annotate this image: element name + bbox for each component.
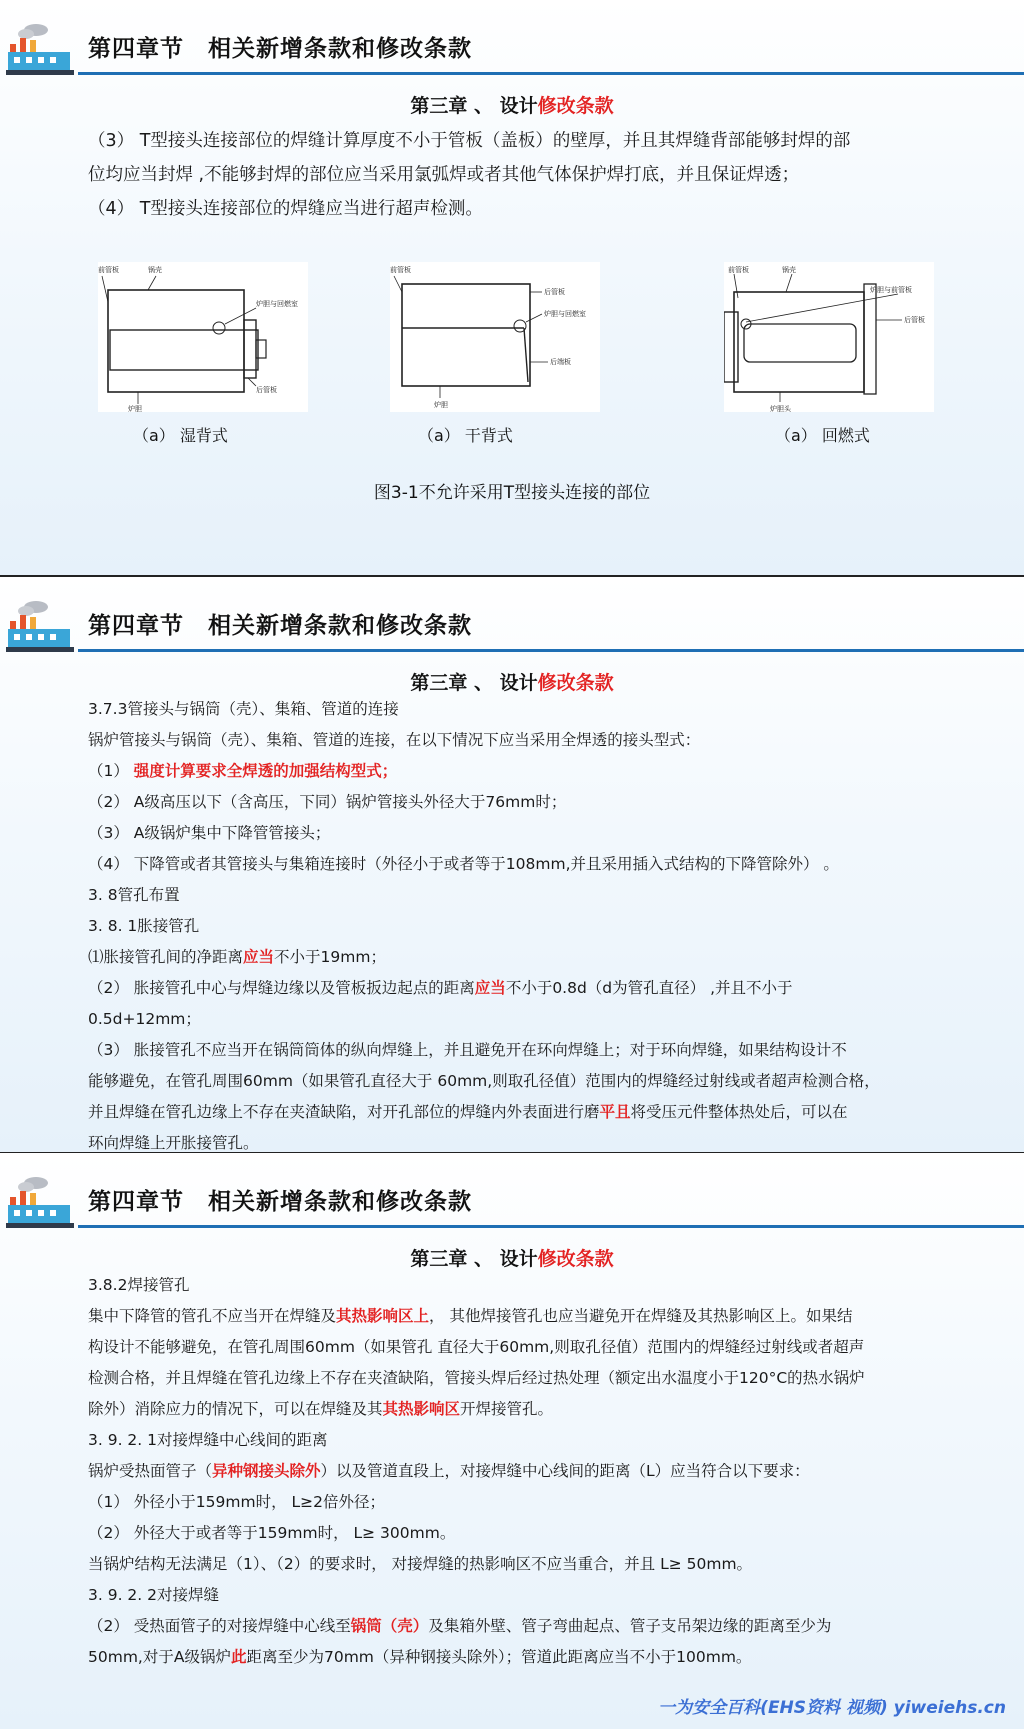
highlight-text: 其热影响区 — [382, 1400, 461, 1418]
label-text: 前管板 — [728, 266, 749, 274]
text-span: （2） 受热面管子的对接焊缝中心线至 — [88, 1617, 351, 1635]
chapter-heading — [0, 91, 1024, 118]
slide-1 — [0, 0, 1024, 576]
section-title: 第四章节 相关新增条款和修改条款 — [88, 1189, 472, 1215]
paragraph-line: 3. 9. 2. 2对接焊缝 — [88, 1586, 220, 1604]
slide-2-body — [88, 694, 948, 1153]
chapter-prefix: 第三章 、 设计 — [410, 95, 538, 117]
paragraph-line — [88, 942, 948, 973]
chapter-heading — [0, 668, 1024, 695]
label-text: 锅壳 — [148, 266, 162, 274]
highlight-text: 应当 — [243, 948, 275, 966]
chapter-prefix: 第三章 、 设计 — [410, 672, 538, 694]
paragraph-line: 0.5d+12mm； — [88, 1010, 201, 1028]
title-underline — [78, 1225, 1024, 1228]
dry-back-diagram — [390, 262, 600, 412]
paragraph-line: （4） 下降管或者其管接头与集箱连接时（外径小于或者等于108mm,并且采用插入式结构的下降管除外） 。 — [88, 855, 839, 873]
label-text: 炉胆头 — [770, 405, 791, 412]
paragraph-line: 位均应当封焊 ,不能够封焊的部位应当采用氯弧焊或者其他气体保护焊打底，并且保证焊透； — [88, 165, 800, 185]
paragraph-line: （1） 外径小于159mm时， L≥2倍外径； — [88, 1493, 385, 1511]
text-span: ， 其他焊接管孔也应当避免开在焊缝及其热影响区上。如果结 — [429, 1307, 853, 1325]
text-span: 50mm,对于A级锅炉 — [88, 1648, 231, 1666]
paragraph-line — [88, 1642, 948, 1673]
title-underline — [78, 649, 1024, 652]
factory-icon — [6, 1175, 76, 1229]
text-span: ⑴胀接管孔间的净距离 — [88, 948, 244, 966]
text-span: 及集箱外壁、管子弯曲起点、管子支吊架边缘的距离至少为 — [428, 1617, 832, 1635]
text-span: 集中下降管的管孔不应当开在焊缝及 — [88, 1307, 337, 1325]
label-text: 炉胆与回燃室 — [544, 310, 586, 318]
label-text: 前管板 — [390, 266, 411, 274]
highlight-text: 平且 — [599, 1103, 631, 1121]
highlight-text: 异种钢接头除外 — [212, 1462, 321, 1480]
watermark: 一为安全百科(EHS资料 视频) yiweiehs.cn — [658, 1698, 1006, 1718]
text-span: 不小于0.8d（d为管孔直径） ,并且不小于 — [505, 979, 793, 997]
label-text: 锅壳 — [782, 266, 796, 274]
text-span: （1） — [88, 762, 134, 780]
text-span: 不小于19mm； — [274, 948, 386, 966]
paragraph-line: 当锅炉结构无法满足（1）、（2）的要求时， 对接焊缝的热影响区不应当重合，并且 L≥ 50mm。 — [88, 1555, 753, 1573]
figure-dry-back — [390, 262, 600, 412]
chapter-heading — [0, 1244, 1024, 1271]
paragraph-line — [88, 1456, 948, 1487]
paragraph-line: 3.7.3管接头与锅筒（壳）、集箱、管道的连接 — [88, 700, 399, 718]
label-text: 后管板 — [256, 386, 277, 394]
highlight-text: 锅筒（壳） — [350, 1617, 429, 1635]
text-span: （2） 胀接管孔中心与焊缝边缘以及管板扳边起点的距离 — [88, 979, 475, 997]
section-title: 第四章节 相关新增条款和修改条款 — [88, 613, 472, 639]
text-span: 距离至少为70mm（异种钢接头除外）；管道此距离应当不小于100mm。 — [246, 1648, 752, 1666]
wet-back-diagram — [98, 262, 308, 412]
paragraph-line — [88, 756, 948, 787]
section-title: 第四章节 相关新增条款和修改条款 — [88, 36, 472, 62]
label-text: 后管板 — [904, 316, 925, 324]
paragraph-line: 检测合格，并且焊缝在管孔边缘上不存在夹渣缺陷，管接头焊后经过热处理（额定出水温度小于120°C的热水锅炉 — [88, 1369, 865, 1387]
chapter-prefix: 第三章 、 设计 — [410, 1248, 538, 1270]
paragraph-line: 3.8.2焊接管孔 — [88, 1276, 190, 1294]
highlight-text: 应当 — [474, 979, 506, 997]
paragraph-line — [88, 1394, 948, 1425]
highlight-text: 此 — [230, 1648, 247, 1666]
slide-3-body — [88, 1270, 948, 1673]
reversal-diagram — [724, 262, 934, 412]
label-text: 炉胆 — [128, 405, 142, 412]
figure-reversal — [724, 262, 934, 412]
paragraph-line: 环向焊缝上开胀接管孔。 — [88, 1134, 259, 1152]
paragraph-line: （4） T型接头连接部位的焊缝应当进行超声检测。 — [88, 199, 483, 219]
paragraph-line: 3. 8. 1胀接管孔 — [88, 917, 200, 935]
figure-caption-wet: （a） 湿背式 — [133, 426, 228, 445]
paragraph-line: 能够避免，在管孔周围60mm（如果管孔直径大于 60mm,则取孔径值）范围内的焊缝经过射线或者超声检测合格， — [88, 1072, 880, 1090]
chapter-red-text: 修改条款 — [537, 95, 614, 117]
paragraph-line: 锅炉管接头与锅筒（壳）、集箱、管道的连接，在以下情况下应当采用全焊透的接头型式： — [88, 731, 701, 749]
highlight-text: 其热影响区上 — [336, 1307, 430, 1325]
label-text: 后管板 — [544, 288, 565, 296]
slide-1-body — [88, 124, 948, 226]
paragraph-line: （2） 外径大于或者等于159mm时， L≥ 300mm。 — [88, 1524, 456, 1542]
text-span: 锅炉受热面管子（ — [88, 1462, 213, 1480]
paragraph-line: 构设计不能够避免，在管孔周围60mm（如果管孔 直径大于60mm,则取孔径值）范围内的焊缝经过射线或者超声 — [88, 1338, 865, 1356]
text-span: ）以及管道直段上，对接焊缝中心线间的距离（L）应当符合以下要求： — [320, 1462, 810, 1480]
paragraph-line: 3. 8管孔布置 — [88, 886, 180, 904]
paragraph-line: （3） A级锅炉集中下降管管接头； — [88, 824, 331, 842]
paragraph-line: （2） A级高压以下（含高压，下同）锅炉管接头外径大于76mm时； — [88, 793, 567, 811]
paragraph-line — [88, 1097, 948, 1128]
factory-icon — [6, 22, 76, 76]
label-text: 炉胆与前管板 — [870, 286, 912, 294]
slide-2 — [0, 577, 1024, 1153]
paragraph-line: （3） 胀接管孔不应当开在锅筒筒体的纵向焊缝上，并且避免开在环向焊缝上；对于环向焊缝，如果结构设计不 — [88, 1041, 847, 1059]
paragraph-line — [88, 973, 948, 1004]
label-text: 炉胆与回燃室 — [256, 300, 298, 308]
chapter-red-text: 修改条款 — [537, 1248, 614, 1270]
paragraph-line: 3. 9. 2. 1对接焊缝中心线间的距离 — [88, 1431, 328, 1449]
figure-caption-reversal: （a） 回燃式 — [775, 426, 870, 445]
paragraph-line: （3） T型接头连接部位的焊缝计算厚度不小于管板（盖板）的壁厚，并且其焊缝背部能够封焊的部 — [88, 131, 851, 151]
title-underline — [78, 72, 1024, 75]
figure-caption-dry: （a） 干背式 — [418, 426, 513, 445]
text-span: 并且焊缝在管孔边缘上不存在夹渣缺陷，对开孔部位的焊缝内外表面进行磨 — [88, 1103, 600, 1121]
label-text: 炉胆 — [434, 401, 448, 409]
figure-wet-back — [98, 262, 308, 412]
paragraph-line — [88, 1611, 948, 1642]
slide-3 — [0, 1153, 1024, 1729]
highlight-text: 强度计算要求全焊透的加强结构型式； — [133, 762, 398, 780]
text-span: 除外）消除应力的情况下，可以在焊缝及其 — [88, 1400, 383, 1418]
chapter-red-text: 修改条款 — [537, 672, 614, 694]
figure-title: 图3-1不允许采用T型接头连接的部位 — [373, 483, 651, 503]
paragraph-line — [88, 1301, 948, 1332]
text-span: 开焊接管孔。 — [460, 1400, 554, 1418]
label-text: 前管板 — [98, 266, 119, 274]
label-text: 后端板 — [550, 358, 571, 366]
factory-icon — [6, 599, 76, 653]
text-span: 将受压元件整体热处后，可以在 — [630, 1103, 848, 1121]
